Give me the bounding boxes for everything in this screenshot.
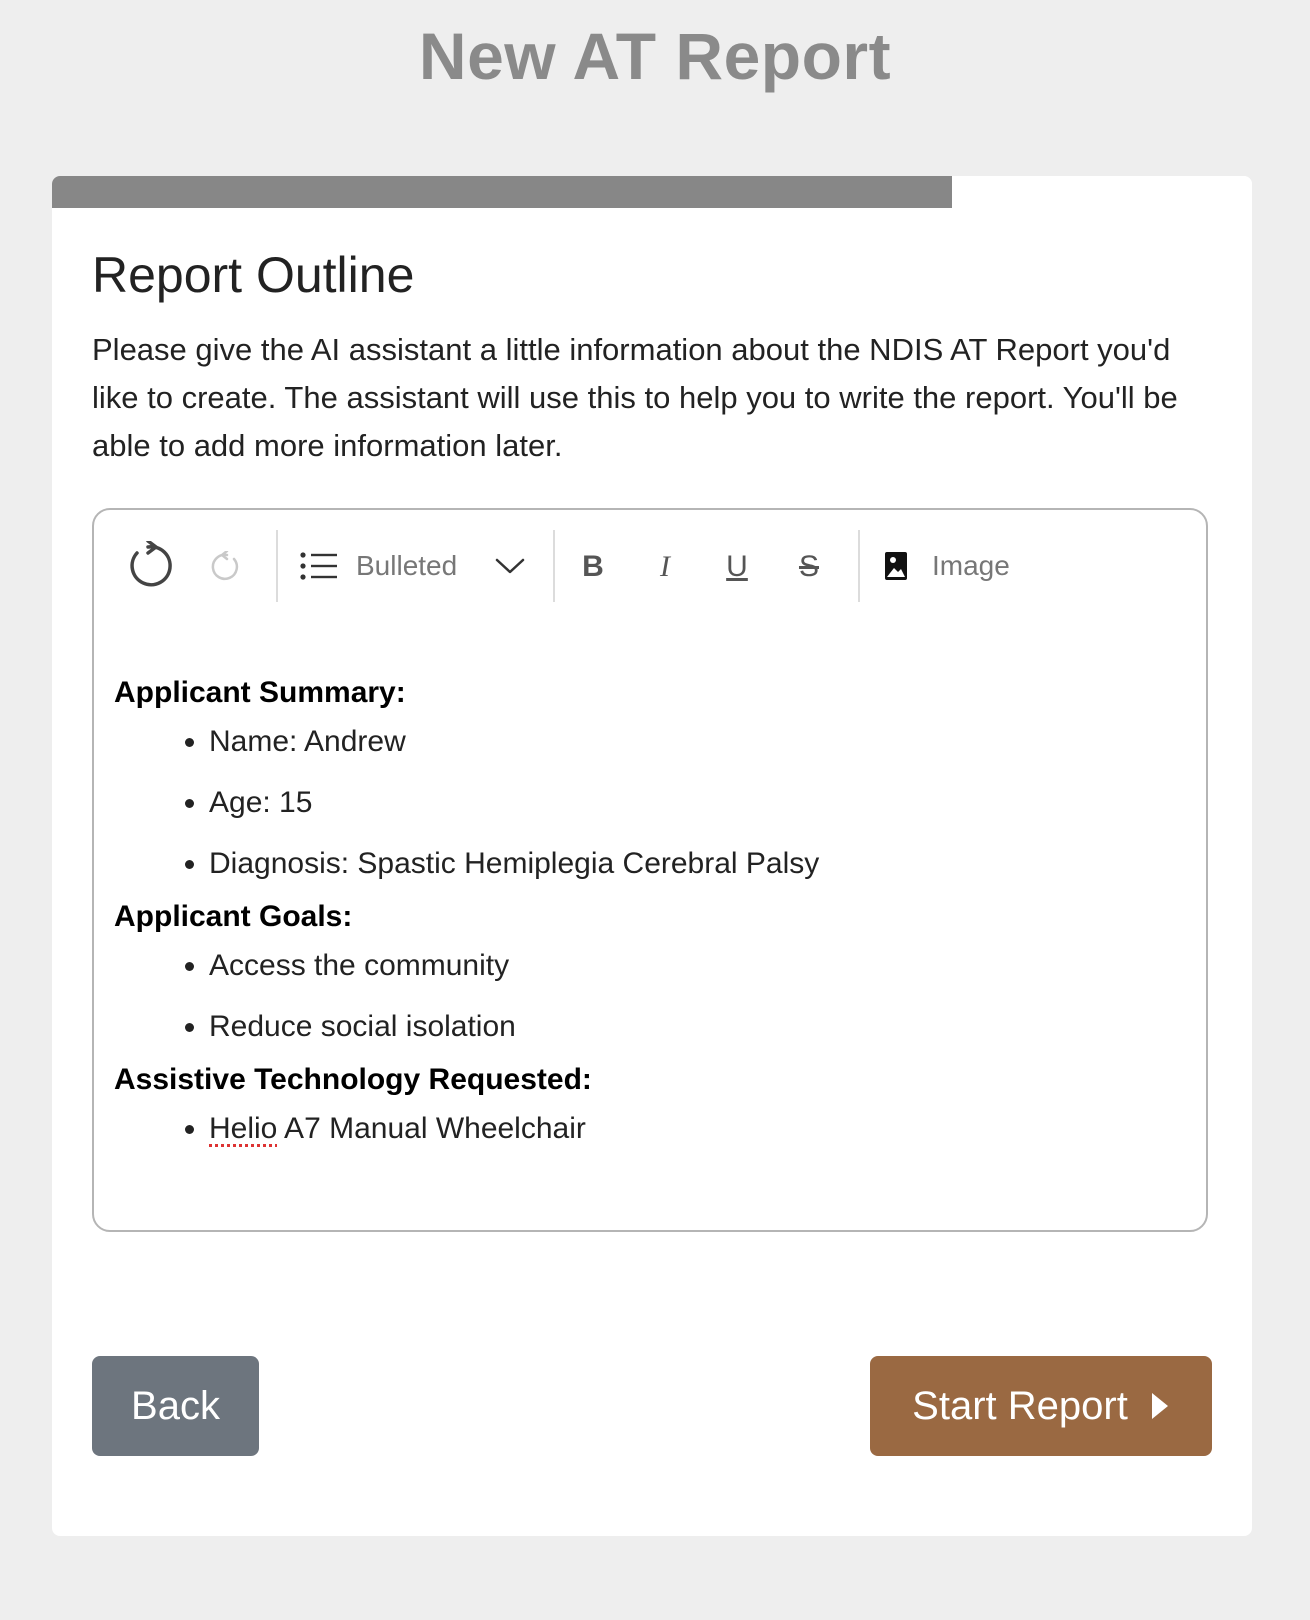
editor-toolbar: [94, 510, 1206, 620]
technology-list: [114, 1109, 1184, 1149]
start-report-label: Start Report: [912, 1383, 1128, 1428]
image-label: Image: [932, 550, 1010, 581]
section-intro: Please give the AI assistant a little information about the NDIS AT Report you'd like to create. The assistant will use this to help you to write the report. You'll be able to add more information later.: [92, 332, 1178, 463]
list-item-text: A7 Manual Wheelchair: [277, 1112, 586, 1145]
redo-icon: [211, 551, 243, 583]
list-style-dropdown[interactable]: [300, 540, 530, 592]
list-item: [209, 1109, 1184, 1149]
editor-content[interactable]: [114, 670, 1184, 1159]
image-icon: [884, 551, 908, 581]
bold-button[interactable]: B: [582, 550, 604, 583]
report-outline-card: [52, 176, 1252, 1536]
page-title: New AT Report: [418, 19, 892, 93]
goals-heading: Applicant Goals:: [114, 900, 353, 933]
toolbar-separator: [858, 530, 860, 602]
list-item: • Access the community: [209, 946, 1184, 986]
list-item: • Reduce social isolation: [209, 1007, 1184, 1047]
rich-text-editor[interactable]: [92, 508, 1208, 1232]
summary-list: [114, 722, 1184, 884]
progress-bar: [52, 176, 1252, 208]
section-title: Report Outline: [92, 247, 415, 303]
toolbar-separator: [276, 530, 278, 602]
insert-image-button[interactable]: [884, 540, 1044, 592]
undo-icon: [123, 541, 173, 591]
list-item: • Diagnosis: Spastic Hemiplegia Cerebral Palsy: [209, 844, 1184, 884]
technology-heading: Assistive Technology Requested:: [114, 1063, 592, 1096]
misspelled-word[interactable]: Helio: [209, 1112, 278, 1145]
list-style-label: Bulleted: [356, 550, 458, 581]
undo-button[interactable]: [120, 538, 176, 594]
play-icon: [1150, 1391, 1170, 1421]
list-item: • Name: Andrew: [209, 722, 1184, 762]
progress-bar-fill: [52, 176, 952, 208]
back-button[interactable]: [92, 1356, 259, 1456]
chevron-down-icon: [495, 557, 525, 575]
underline-button[interactable]: U: [726, 550, 748, 583]
redo-button[interactable]: [206, 546, 248, 588]
back-button-label: Back: [131, 1383, 220, 1428]
toolbar-separator: [553, 530, 555, 602]
goals-list: [114, 946, 1184, 1047]
bulleted-list-icon: [300, 551, 338, 581]
strikethrough-button[interactable]: S: [798, 550, 819, 583]
italic-button[interactable]: I: [660, 550, 670, 583]
start-report-button[interactable]: [870, 1356, 1212, 1456]
summary-heading: Applicant Summary:: [114, 676, 406, 709]
list-item: • Age: 15: [209, 783, 1184, 823]
